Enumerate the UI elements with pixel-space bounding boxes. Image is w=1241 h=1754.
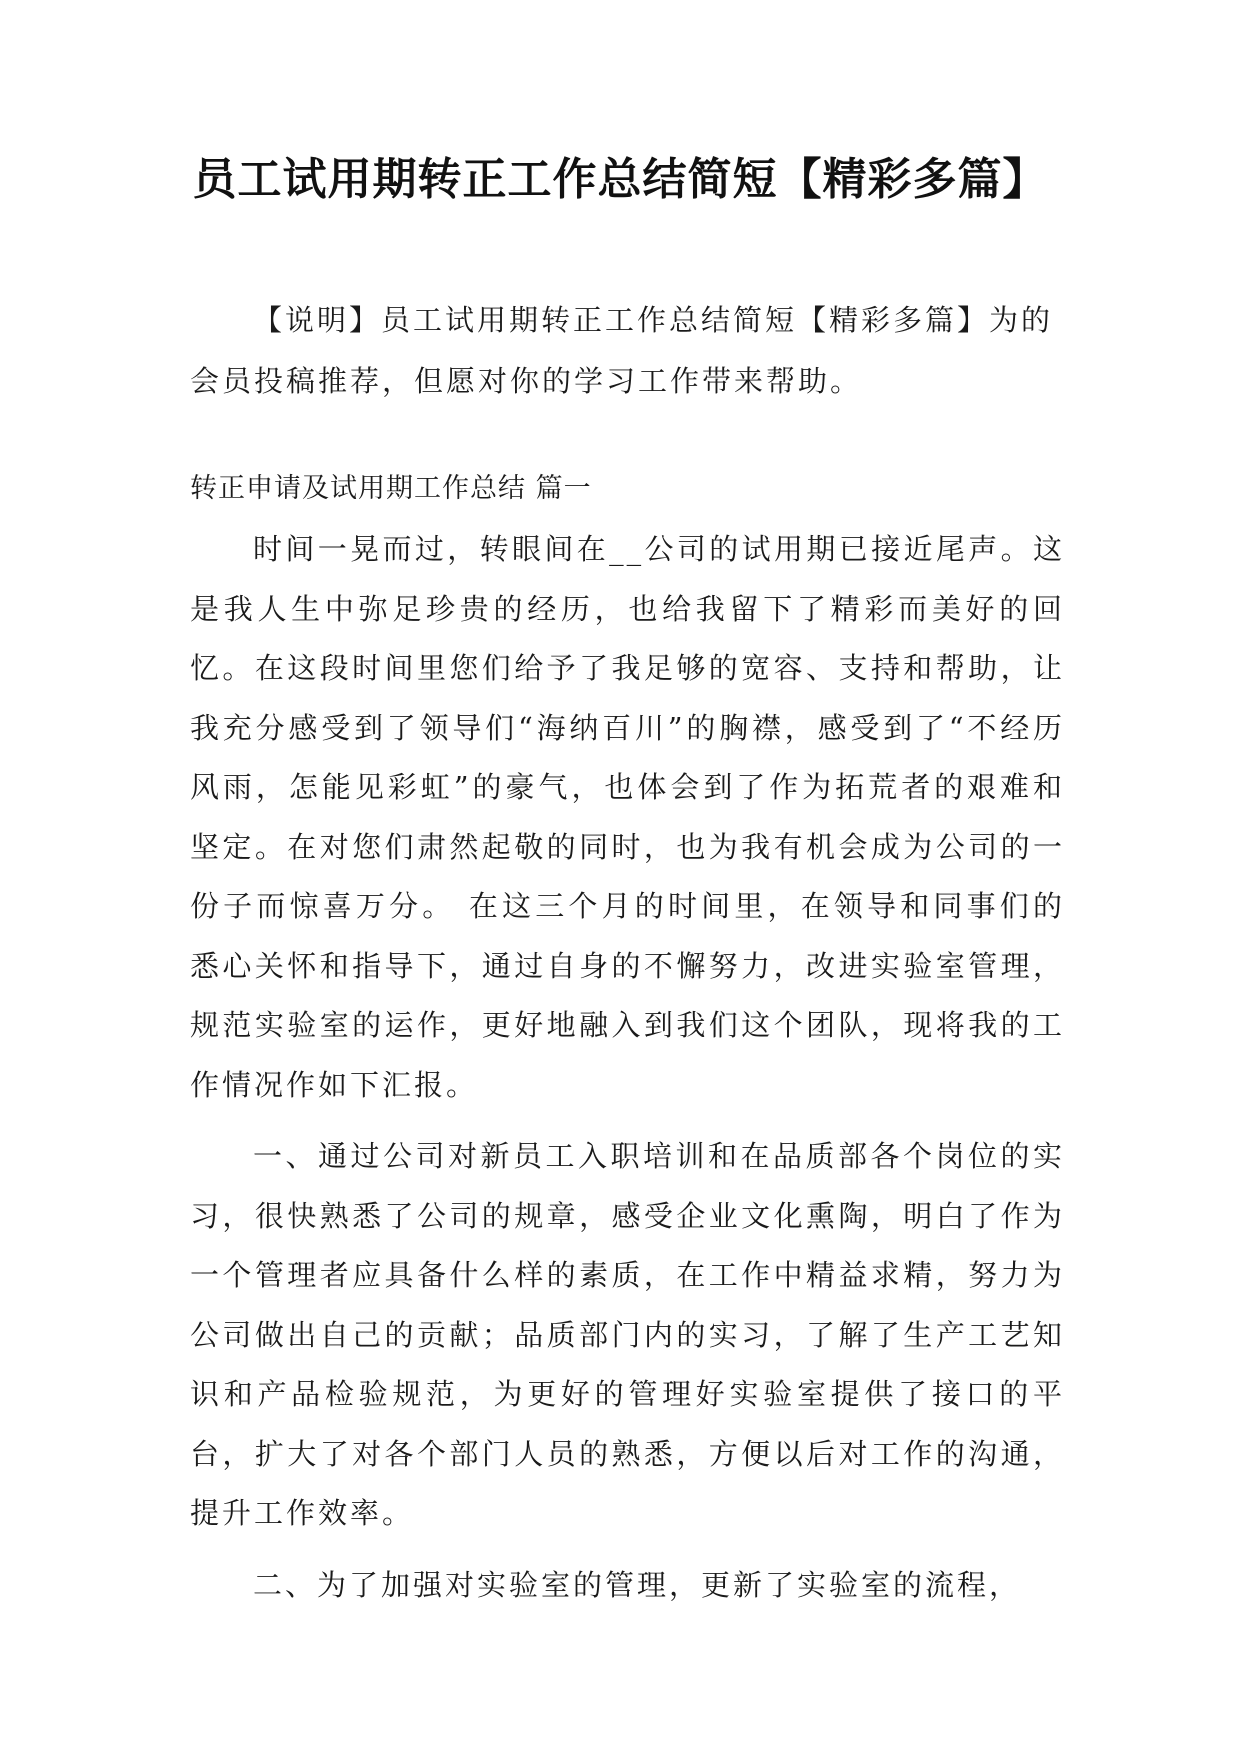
section-heading: 转正申请及试用期工作总结 篇一 [190, 473, 592, 504]
body-text [190, 520, 1065, 1627]
paragraph-1: 时间一晃而过，转眼间在__公司的试用期已接近尾声。这是我人生中弥足珍贵的经历，也给我留下了精彩而美好的回忆。在这段时间里您们给予了我足够的宽容、支持和帮助，让我充分感受到了领导们“海纳百川”的胸襟，感受到了“不经历风雨，怎能见彩虹”的豪气，也体会到了作为拓荒者的艰难和坚定。在对您们肃然起敬的同时，也为我有机会成为公司的一份子而惊喜万分。 在这三个月的时间里，在领导和同事们的悉心关怀和指导下，通过自身的不懈努力，改进实验室管理，规范实验室的运作，更好地融入到我们这个团队，现将我的工作情况作如下汇报。 [190, 532, 1065, 1102]
intro-note: 【说明】员工试用期转正工作总结简短【精彩多篇】为的会员投稿推荐，但愿对你的学习工作带来帮助。 [190, 303, 1054, 398]
paragraph-2: 一、通过公司对新员工入职培训和在品质部各个岗位的实习，很快熟悉了公司的规章，感受企业文化熏陶，明白了作为一个管理者应具备什么样的素质，在工作中精益求精，努力为公司做出自己的贡献；品质部门内的实习，了解了生产工艺知识和产品检验规范，为更好的管理好实验室提供了接口的平台，扩大了对各个部门人员的熟悉，方便以后对工作的沟通，提升工作效率。 [190, 1139, 1065, 1530]
document-title: 员工试用期转正工作总结简短【精彩多篇】 [192, 154, 1048, 205]
paragraph-3: 二、为了加强对实验室的管理，更新了实验室的流程， [253, 1567, 1022, 1602]
